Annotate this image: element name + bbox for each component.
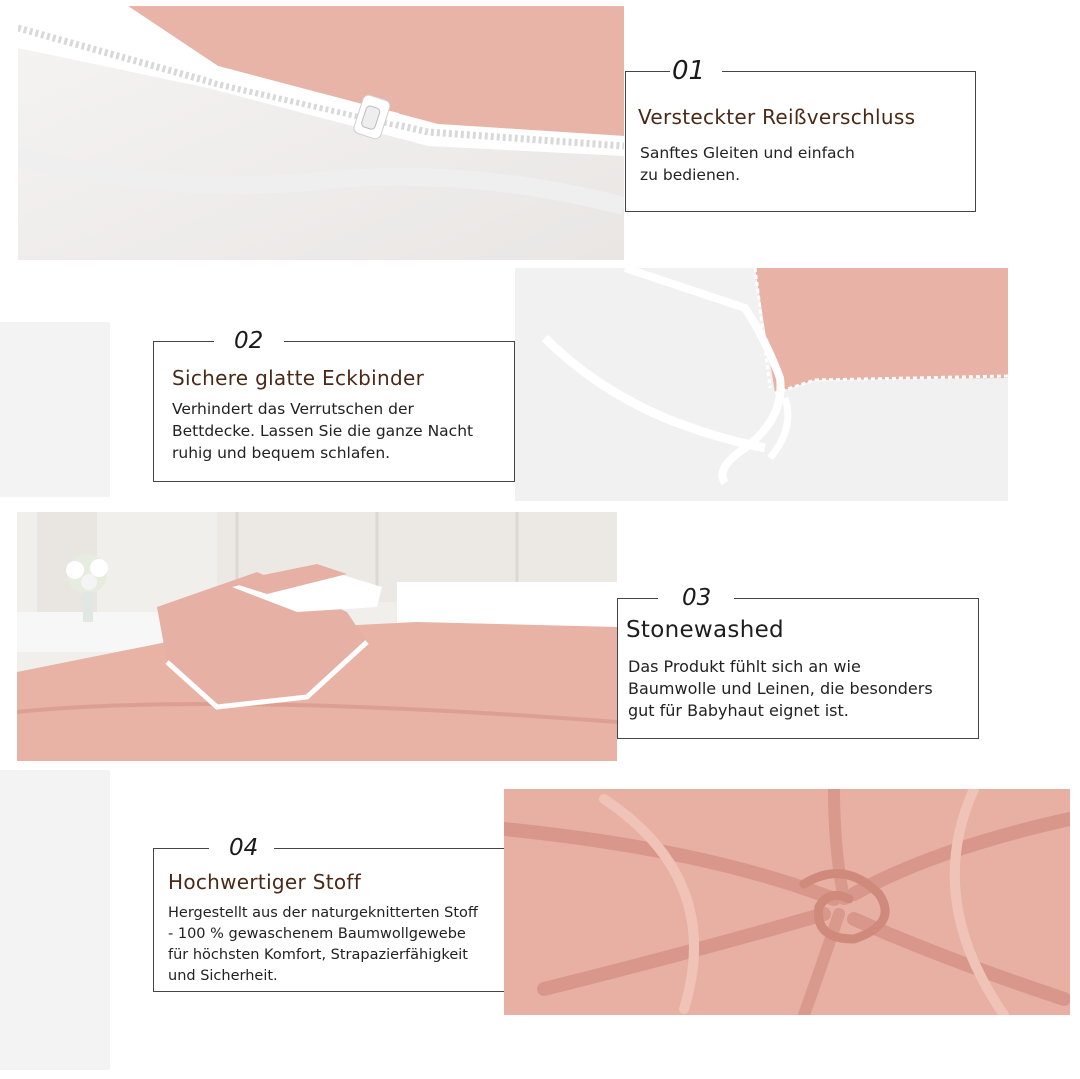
background-strip [0, 770, 110, 1070]
feature-title: Stonewashed [626, 617, 784, 643]
feature-number: 04 [229, 835, 259, 861]
feature-title: Versteckter Reißverschluss [638, 105, 916, 129]
feature-description: Sanftes Gleiten und einfach zu bedienen. [640, 144, 855, 184]
corner-tie-photo [515, 268, 1008, 501]
feature-number: 02 [234, 328, 264, 354]
fabric-swirl-photo [504, 789, 1070, 1015]
feature-box-02 [153, 328, 515, 482]
feature-box-01 [625, 56, 976, 212]
bedroom-photo [17, 512, 617, 761]
feature-number: 03 [682, 585, 712, 611]
zipper-photo [18, 6, 624, 260]
background-strip [0, 322, 110, 497]
feature-description: Hergestellt aus der naturgeknitterten Stoff - 100 % gewaschenem Baumwollgewebe für höchsten Komfort, Strapazierfähigkeit und Sicherheit. [168, 905, 478, 984]
feature-title: Sichere glatte Eckbinder [172, 366, 425, 390]
feature-box-03 [617, 585, 979, 739]
feature-box-04 [153, 835, 505, 992]
feature-number: 01 [672, 56, 706, 86]
feature-title: Hochwertiger Stoff [168, 870, 362, 894]
feature-description: Das Produkt fühlt sich an wie Baumwolle und Leinen, die besonders gut für Babyhaut eignet ist. [628, 657, 933, 720]
feature-description: Verhindert das Verrutschen der Bettdecke. Lassen Sie die ganze Nacht ruhig und bequem schlafen. [172, 400, 474, 462]
